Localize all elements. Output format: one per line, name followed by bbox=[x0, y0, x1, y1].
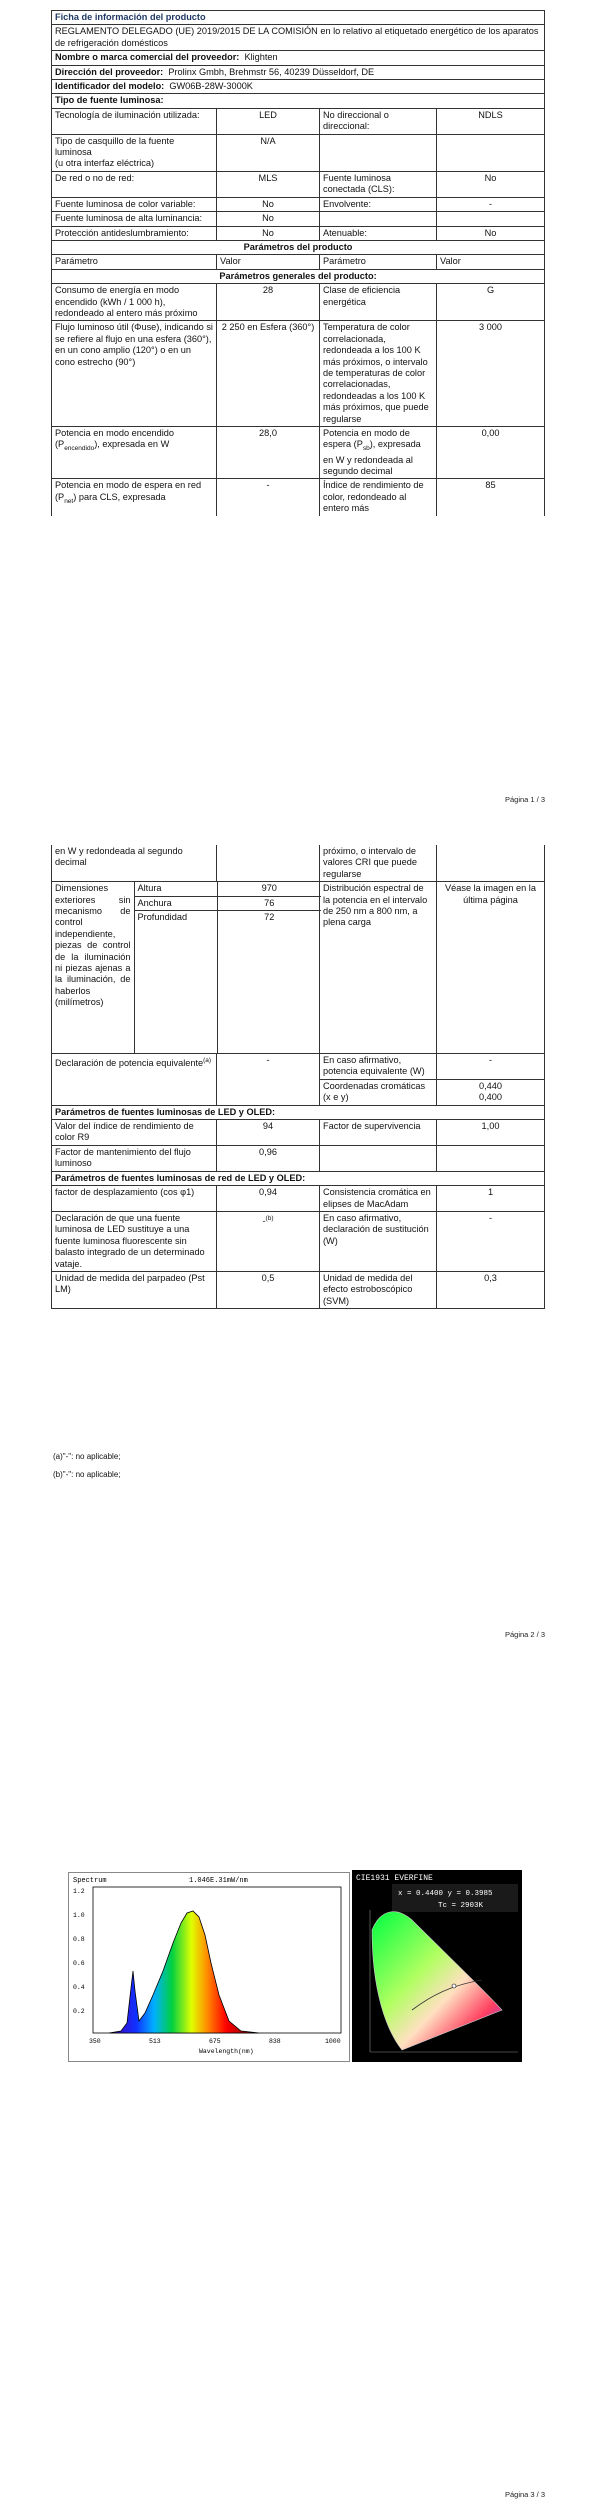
page-number-1: Página 1 / 3 bbox=[504, 795, 545, 804]
x-tick-1: 350 bbox=[89, 2038, 101, 2045]
equiv-w-value: - bbox=[437, 1054, 545, 1080]
product-info-table-2 bbox=[51, 845, 545, 1309]
psb-label: Potencia en modo de espera $(P_{sb})$, expresada en W y redondeada al segundo decimal bbox=[320, 427, 437, 479]
dim-value: No bbox=[437, 226, 545, 240]
survival-label: Factor de supervivencia bbox=[320, 1120, 437, 1146]
spectrum-graph bbox=[68, 1872, 350, 2062]
x-tick-5: 1000 bbox=[325, 2038, 341, 2045]
regulation-text: REGLAMENTO DELEGADO (UE) 2019/2015 DE LA COMISIÓN en lo relativo al etiquetado energético de los aparatos de refrigeración domésticos bbox=[52, 25, 545, 51]
color-label: Fuente luminosa de color variable: bbox=[52, 197, 217, 211]
cri-label: Índice de rendimiento de color, redondeado al entero más bbox=[320, 479, 437, 516]
footnote-a: (a)"-": no aplicable; bbox=[53, 1452, 121, 1461]
replace-w-value: - bbox=[437, 1211, 545, 1271]
page-2 bbox=[0, 830, 589, 1670]
maintenance-value: 0,96 bbox=[217, 1145, 320, 1171]
general-params-heading: Parámetros generales del producto: bbox=[52, 269, 545, 283]
col-value-1: Valor bbox=[217, 255, 320, 269]
tech-value: LED bbox=[217, 108, 320, 134]
spectrum-svg bbox=[69, 1873, 349, 2061]
macadam-value: 1 bbox=[437, 1186, 545, 1212]
env-value: - bbox=[437, 197, 545, 211]
cie-title: CIE1931 EVERFINE bbox=[356, 1874, 433, 1883]
col-value-2: Valor bbox=[437, 255, 545, 269]
footnote-b: (b)"-": no aplicable; bbox=[53, 1470, 121, 1479]
nondir-label: No direccional o direccional: bbox=[320, 108, 437, 134]
spectrum-corner-label: Spectrum bbox=[73, 1877, 107, 1885]
spectrum-top-label: 1.046E.31mW/nm bbox=[189, 1877, 248, 1885]
survival-value: 1,00 bbox=[437, 1120, 545, 1146]
cie-xy: x = 0.4400 y = 0.3985 bbox=[398, 1890, 493, 1898]
equiv-w-label: En caso afirmativo, potencia equivalente (W) bbox=[320, 1054, 437, 1080]
cri-label-cont: próximo, o intervalo de valores CRI que puede regularse bbox=[320, 845, 437, 882]
height-label: Altura bbox=[134, 882, 217, 896]
energy-value: 28 bbox=[217, 284, 320, 321]
cap-value: N/A bbox=[217, 134, 320, 171]
page-number-2: Página 2 / 3 bbox=[504, 1630, 545, 1639]
hl-value: No bbox=[217, 212, 320, 226]
cie-point bbox=[452, 1984, 456, 1988]
flux-label: Flujo luminoso útil (Φuse), indicando si se refiere al flujo en una esfera (360°), en un cono amplio (120°) o en un cono estrecho (90°) bbox=[52, 321, 217, 427]
svm-label: Unidad de medida del efecto estroboscópico (SVM) bbox=[320, 1271, 437, 1308]
pnet-label-cont: en W y redondeada al segundo decimal bbox=[52, 845, 217, 882]
cls-label: Fuente luminosa conectada (CLS): bbox=[320, 171, 437, 197]
cie-gamut bbox=[372, 1912, 502, 2050]
dims-label: Dimensiones exteriores sin mecanismo de control independiente, piezas de control de la iluminación ni piezas ajenas a la iluminación, de haberlos (milímetros) bbox=[52, 882, 134, 1053]
class-value: G bbox=[437, 284, 545, 321]
chroma-value: 0,440 0,400 bbox=[437, 1079, 545, 1105]
col-param-1: Parámetro bbox=[52, 255, 217, 269]
cie-tc: Tc = 2903K bbox=[438, 1902, 484, 1910]
replace-value: -$^{(b)}$ bbox=[217, 1211, 320, 1271]
energy-label: Consumo de energía en modo encendido (kWh / 1 000 h), redondeado al entero más próximo bbox=[52, 284, 217, 321]
address-row: Dirección del proveedor: Prolinx Gmbh, Brehmstr 56, 40239 Düsseldorf, DE bbox=[52, 65, 545, 79]
svm-value: 0,3 bbox=[437, 1271, 545, 1308]
class-label: Clase de eficiencia energética bbox=[320, 284, 437, 321]
dim-label: Atenuable: bbox=[320, 226, 437, 240]
pnet-label: Potencia en modo de espera en red $(P_{net})$ para CLS, expresada bbox=[52, 479, 217, 516]
y-tick-6: 0.2 bbox=[73, 2008, 85, 2015]
width-label: Anchura bbox=[134, 896, 217, 910]
color-value: No bbox=[217, 197, 320, 211]
x-tick-4: 838 bbox=[269, 2038, 281, 2045]
product-info-table-1 bbox=[51, 10, 545, 516]
cos-label: factor de desplazamiento (cos φ1) bbox=[52, 1186, 217, 1212]
env-label: Envolvente: bbox=[320, 197, 437, 211]
page-number-3: Página 3 / 3 bbox=[504, 2490, 545, 2499]
r9-label: Valor del índice de rendimiento de color R9 bbox=[52, 1120, 217, 1146]
maintenance-label: Factor de mantenimiento del flujo luminoso bbox=[52, 1145, 217, 1171]
y-tick-1: 1.2 bbox=[73, 1888, 85, 1895]
cri-value: 85 bbox=[437, 479, 545, 516]
params-heading: Parámetros del producto bbox=[52, 240, 545, 254]
y-tick-2: 1.0 bbox=[73, 1912, 85, 1919]
cie-svg bbox=[352, 1870, 522, 2062]
page-1 bbox=[0, 0, 589, 805]
macadam-label: Consistencia cromática en elipses de MacAdam bbox=[320, 1186, 437, 1212]
mains-label: De red o no de red: bbox=[52, 171, 217, 197]
nondir-value: NDLS bbox=[437, 108, 545, 134]
cct-label: Temperatura de color correlacionada, redondeada a los 100 K más próximos, o intervalo de temperaturas de color correlacionadas, redondeadas a los 100 K más próximos, que puede regularse bbox=[320, 321, 437, 427]
x-tick-2: 513 bbox=[149, 2038, 161, 2045]
cct-value: 3 000 bbox=[437, 321, 545, 427]
r9-value: 94 bbox=[217, 1120, 320, 1146]
replace-w-label: En caso afirmativo, declaración de sustitución (W) bbox=[320, 1211, 437, 1271]
hl-label: Fuente luminosa de alta luminancia: bbox=[52, 212, 217, 226]
y-tick-3: 0.8 bbox=[73, 1936, 85, 1943]
chroma-label: Coordenadas cromáticas (x e y) bbox=[320, 1079, 437, 1105]
y-tick-5: 0.4 bbox=[73, 1984, 85, 1991]
height-value: 970 bbox=[217, 882, 321, 896]
cls-value: No bbox=[437, 171, 545, 197]
equiv-value: - bbox=[217, 1054, 320, 1106]
cie-diagram bbox=[352, 1870, 522, 2062]
pst-label: Unidad de medida del parpadeo (Pst LM) bbox=[52, 1271, 217, 1308]
spectrum-curve bbox=[109, 1911, 259, 2033]
equiv-label: Declaración de potencia equivalente$^{(a)}$ bbox=[52, 1054, 217, 1106]
cap-label: Tipo de casquillo de la fuente luminosa (u otra interfaz eléctrica) bbox=[52, 134, 217, 171]
cos-value: 0,94 bbox=[217, 1186, 320, 1212]
spd-label: Distribución espectral de la potencia en el intervalo de 250 nm a 800 nm, a plena carga bbox=[320, 882, 437, 1054]
glare-label: Protección antideslumbramiento: bbox=[52, 226, 217, 240]
psb-value: 0,00 bbox=[437, 427, 545, 479]
tech-label: Tecnología de iluminación utilizada: bbox=[52, 108, 217, 134]
x-tick-3: 675 bbox=[209, 2038, 221, 2045]
page-title: Ficha de información del producto bbox=[52, 11, 545, 25]
flux-value: 2 250 en Esfera (360°) bbox=[217, 321, 320, 427]
source-type-heading: Tipo de fuente luminosa: bbox=[52, 94, 545, 108]
pon-label: Potencia en modo encendido $(P_{encendido})$, expresada en W bbox=[52, 427, 217, 479]
page-3 bbox=[0, 1690, 589, 2510]
width-value: 76 bbox=[217, 896, 321, 910]
mains-value: MLS bbox=[217, 171, 320, 197]
replace-label: Declaración de que una fuente luminosa de LED sustituye a una fuente luminosa fluorescente sin balasto integrado de un determinado vataje. bbox=[52, 1211, 217, 1271]
col-param-2: Parámetro bbox=[320, 255, 437, 269]
spectrum-xlabel: Wavelength(nm) bbox=[199, 2048, 254, 2055]
depth-value: 72 bbox=[217, 911, 321, 1054]
model-row: Identificador del modelo: GW06B-28W-3000K bbox=[52, 80, 545, 94]
pnet-value: - bbox=[217, 479, 320, 516]
pon-value: 28,0 bbox=[217, 427, 320, 479]
y-tick-4: 0.6 bbox=[73, 1960, 85, 1967]
mains-params-heading: Parámetros de fuentes luminosas de red de LED y OLED: bbox=[52, 1171, 545, 1185]
glare-value: No bbox=[217, 226, 320, 240]
depth-label: Profundidad bbox=[137, 912, 188, 923]
led-params-heading: Parámetros de fuentes luminosas de LED y OLED: bbox=[52, 1105, 545, 1119]
pst-value: 0,5 bbox=[217, 1271, 320, 1308]
spd-value: Véase la imagen en la última página bbox=[437, 882, 545, 1054]
brand-row: Nombre o marca comercial del proveedor: Klighten bbox=[52, 51, 545, 65]
